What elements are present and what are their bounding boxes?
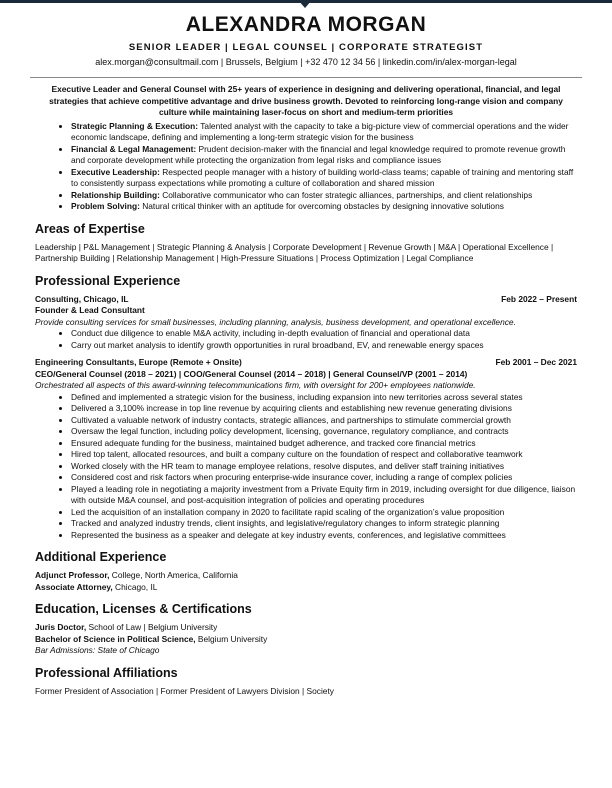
job2-bullet: • Hired top talent, allocated resources, and built a company culture on the foundation of respect and collaborative teamwork <box>71 449 577 461</box>
strength-text: Respected people manager with a history of building world-class teams; capable of training and mentoring staff to consistently surpass expectations while promoting a culture of collaboration and shared mission <box>71 166 574 189</box>
contact-line: alex.morgan@consultmail.com | Brussels, Belgium | +32 470 12 34 56 | linkedin.com/in/alex-morgan-legal <box>95 57 517 67</box>
education-detail: School of Law | Belgium University <box>86 622 218 633</box>
job1-role: Founder & Lead Consultant <box>35 305 145 316</box>
job2-bullet: • Played a leading role in negotiating a majority investment from a Private Equity firm in 2019, including oversight for due diligence, liaison with outside M&A counsel, and post-acquisition integration of policies and operating procedures <box>71 484 577 507</box>
summary-paragraph: Executive Leader and General Counsel with 25+ years of experience in designing and delivering operational, financial, and legal strategies that achieve competitive advantage and drive business growth. Devoted to reinforcing long-range vision and company culture while maintaining laser-focus on short and medium-term priorities <box>49 84 563 118</box>
header-accent-triangle <box>298 0 312 8</box>
job2-company: Engineering Consultants, Europe (Remote + Onsite) <box>35 357 242 368</box>
job2-bullet: • Worked closely with the HR team to manage employee relations, resolve disputes, and deliver staff training initiatives <box>71 461 577 473</box>
strength-text: Collaborative communicator who can foster strategic alliances, partnerships, and client relationships <box>159 189 533 200</box>
education-detail: Belgium University <box>195 633 268 644</box>
strength-label: Relationship Building: <box>71 189 160 200</box>
job2-bullet: • Delivered a 3,100% increase in top line revenue by acquiring clients and establishing new revenue generating divisions <box>71 403 577 415</box>
education-title: Bachelor of Science in Political Science, <box>35 633 196 644</box>
strength-text: Talented analyst with the capacity to take a big-picture view of commercial operations and the wider economic landscape, defining and implementing a long-term strategic vision for the business <box>71 120 569 143</box>
expertise-heading: Areas of Expertise <box>35 221 145 236</box>
additional-detail: College, North America, California <box>109 570 238 581</box>
job2-bullets <box>35 392 577 542</box>
experience-heading: Professional Experience <box>35 273 181 288</box>
candidate-titles: SENIOR LEADER | LEGAL COUNSEL | CORPORATE STRATEGIST <box>128 42 484 53</box>
job2-bullet: • Tracked and analyzed industry trends, client insights, and legislative/regulatory changes to inform strategic planning <box>71 518 577 530</box>
education-title: Juris Doctor, <box>35 622 87 633</box>
job1-bullet: • Conduct due diligence to enable M&A activity, including in-depth evaluation of financial and operational data <box>71 328 577 340</box>
additional-item <box>35 570 577 582</box>
additional-item <box>35 582 577 594</box>
job2-bullet: • Cultivated a valuable network of industry contacts, strategic alliances, and partnerships to stimulate commercial growth <box>71 415 577 427</box>
header-accent-bar <box>0 0 612 7</box>
job2-bullet: • Led the acquisition of an installation company in 2020 to facilitate rapid scaling of the organization’s value proposition <box>71 507 577 519</box>
affiliations-text: Former President of Association | Former President of Lawyers Division | Society <box>35 685 334 696</box>
job2-header <box>35 357 577 369</box>
job1-bullet: • Carry out market analysis to identify growth opportunities in rural broadband, EV, and renewable energy spaces <box>71 340 577 352</box>
job1-description: Provide consulting services for small businesses, including planning, analysis, business development, and operational excellence. <box>35 316 516 327</box>
strength-item <box>71 121 577 144</box>
strengths-list <box>35 121 577 213</box>
job2-bullet: • Oversaw the legal function, including policy development, licensing, governance, regulatory compliance, and contracts <box>71 426 577 438</box>
resume-header <box>0 12 612 67</box>
job2-bullet: • Defined and implemented a strategic vision for the business, including expansion into new territories across several states <box>71 392 577 404</box>
strength-item <box>71 190 577 202</box>
additional-title: Adjunct Professor, <box>35 570 110 581</box>
additional-heading: Additional Experience <box>35 550 167 565</box>
job1-dates: Feb 2022 – Present <box>501 293 577 304</box>
strength-text: Prudent decision-maker with the financial and legal knowledge required to promote revenue growth and corporate development while protecting the organization from legal risks and compliance issues <box>71 143 566 166</box>
job2-bullet: • Represented the business as a speaker and delegate at key industry events, conferences, and legislative committees <box>71 530 577 542</box>
job2-bullet: • Ensured adequate funding for the business, maintained budget adherence, and tracked core financial metrics <box>71 438 577 450</box>
strength-item <box>71 167 577 190</box>
education-heading: Education, Licenses & Certifications <box>35 602 252 617</box>
job2-role: CEO/General Counsel (2018 – 2021) | COO/General Counsel (2014 – 2018) | General Counsel/VP (2001 – 2014) <box>35 368 468 379</box>
job1-header <box>35 294 577 306</box>
candidate-name: ALEXANDRA MORGAN <box>185 13 427 36</box>
job1-bullets <box>35 328 577 351</box>
affiliations-heading: Professional Affiliations <box>35 665 178 680</box>
job1-company: Consulting, Chicago, IL <box>35 293 129 304</box>
additional-title: Associate Attorney, <box>35 581 113 592</box>
job2-dates: Feb 2001 – Dec 2021 <box>495 357 577 368</box>
strength-label: Strategic Planning & Execution: <box>71 120 199 131</box>
resume-body <box>35 84 577 697</box>
strength-label: Financial & Legal Management: <box>71 143 197 154</box>
strength-item <box>71 201 577 213</box>
education-item <box>35 622 577 634</box>
strength-label: Problem Solving: <box>71 201 140 212</box>
job2-bullet: • Considered cost and risk factors when procuring enterprise-wide insurance cover, including a range of complex policies <box>71 472 577 484</box>
education-item <box>35 634 577 646</box>
job2-description: Orchestrated all aspects of this award-winning telecommunications firm, with oversight for 200+ employees nationwide. <box>35 380 476 391</box>
strength-item <box>71 144 577 167</box>
strength-label: Executive Leadership: <box>71 166 160 177</box>
bar-admissions: Bar Admissions: State of Chicago <box>35 645 160 656</box>
strength-text: Natural critical thinker with an aptitude for overcoming obstacles by designing innovative solutions <box>139 201 504 212</box>
expertise-text: Leadership | P&L Management | Strategic Planning & Analysis | Corporate Development | Revenue Growth | M&A | Operational Excellence | Partnership Building | Relationship Management | High-Pressure Situations | Process Optimization | Legal Compliance <box>35 241 554 264</box>
header-divider <box>30 77 582 78</box>
additional-detail: Chicago, IL <box>112 581 158 592</box>
